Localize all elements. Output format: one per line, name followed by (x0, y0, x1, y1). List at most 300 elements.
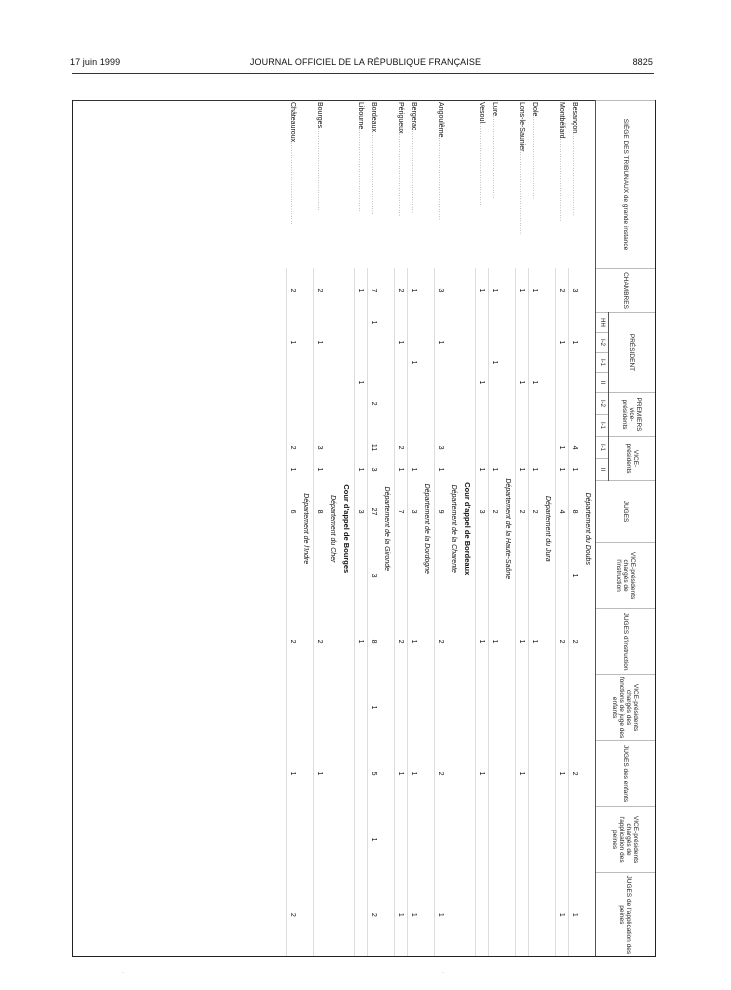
court-name: Angoulême (437, 102, 445, 138)
col-president-i2: I-2 (596, 333, 609, 353)
header-date: 17 juin 1999 (70, 57, 121, 67)
cell-vp-i1: 3 (314, 437, 327, 459)
cell-vp-ii: 1 (556, 459, 569, 481)
cell-pvp-i2 (476, 393, 489, 415)
cell-vp-ii: 1 (489, 459, 502, 481)
cell-juges-app: 1 (569, 873, 582, 957)
table-row (355, 101, 368, 957)
cell-i1: 1 (489, 353, 502, 373)
cell-i1 (435, 353, 448, 373)
col-president: PRÉSIDENT (609, 313, 656, 393)
cell-vp-app (476, 807, 489, 873)
cell-pvp-i2 (287, 393, 300, 415)
cell-chambres: 1 (476, 269, 489, 313)
leader-dots: .................................. (410, 130, 418, 214)
leader-dots: .................................. (316, 128, 324, 212)
cell-vp-instr (408, 543, 421, 609)
col-juges-application: JUGES de l'application des peines (596, 873, 656, 957)
cell-vp-app (314, 807, 327, 873)
cell-juges-enf: 2 (569, 741, 582, 807)
leader-dots: .................................. (397, 133, 405, 217)
cell-juges-instr: 2 (556, 609, 569, 675)
cell-vp-ii: 1 (476, 459, 489, 481)
cell-vp-ii: 1 (529, 459, 542, 481)
table-row (368, 101, 381, 957)
cell-vp-instr: 3 (368, 543, 381, 609)
cell-vp-app (408, 807, 421, 873)
cell-pvp-i2 (489, 393, 502, 415)
col-juges-instruction: JUGES d'instruction (596, 609, 656, 675)
cell-pvp-i2 (556, 393, 569, 415)
cell-pvp-i2 (395, 393, 408, 415)
cell-juges-enf: 1 (556, 741, 569, 807)
cell-juges-enf: 1 (287, 741, 300, 807)
cell-hh: 1 (368, 313, 381, 333)
cell-vp-app (569, 807, 582, 873)
footer-mark-right: · (442, 970, 444, 976)
col-siege: SIÈGE DES TRIBUNAUX de grande instance (596, 101, 656, 269)
cell-juges: 27 (368, 481, 381, 543)
cell-i1 (516, 353, 529, 373)
cell-chambres: 1 (489, 269, 502, 313)
cell-juges-enf (355, 741, 368, 807)
cell-vp-instr: 1 (569, 543, 582, 609)
cell-vp-i1 (355, 437, 368, 459)
cell-vp-app (395, 807, 408, 873)
court-name-cell (435, 101, 448, 269)
court-name-cell (569, 101, 582, 269)
departement-row (326, 101, 340, 957)
cell-ii (556, 373, 569, 393)
court-name-cell (355, 101, 368, 269)
cell-juges-app (529, 873, 542, 957)
header-page-number: 8825 (632, 57, 653, 67)
cell-vp-ii: 1 (314, 459, 327, 481)
departement-label: Département de l'Indre (302, 493, 310, 565)
cell-vp-instr (355, 543, 368, 609)
cell-vp-ii: 1 (569, 459, 582, 481)
cell-ii (287, 373, 300, 393)
cell-juges: 4 (556, 481, 569, 543)
cell-i2: 1 (435, 333, 448, 353)
cell-vp-i1: 2 (395, 437, 408, 459)
cell-vp-ii: 1 (435, 459, 448, 481)
court-name-cell (529, 101, 542, 269)
cell-vp-instr (489, 543, 502, 609)
departement-label: Département de la Dordogne (423, 483, 431, 574)
cell-vp-enf (287, 675, 300, 741)
court-name: Bourges (316, 102, 324, 129)
col-president-i1: I-1 (596, 353, 609, 373)
court-name: Vesoul (478, 102, 486, 124)
court-name: Châteauroux (289, 102, 297, 143)
leader-dots: .................................. (558, 138, 566, 222)
cell-juges-instr: 1 (355, 609, 368, 675)
cell-vp-app (355, 807, 368, 873)
cell-juges-instr: 2 (435, 609, 448, 675)
cell-i1 (569, 353, 582, 373)
table-row (489, 101, 502, 957)
cell-vp-i1: 2 (287, 437, 300, 459)
court-name: Lure (491, 102, 499, 117)
col-premiers-vp: PREMIERS vice-présidents (609, 393, 656, 437)
col-juges: JUGES (596, 481, 656, 543)
cell-pvp-i2 (516, 393, 529, 415)
cell-ii (408, 373, 421, 393)
cell-ii: 1 (529, 373, 542, 393)
table-row (516, 101, 529, 957)
cell-juges-instr: 2 (287, 609, 300, 675)
cell-juges-instr: 1 (476, 609, 489, 675)
cell-vp-enf (435, 675, 448, 741)
cell-i2 (476, 333, 489, 353)
cell-hh (435, 313, 448, 333)
footer-mark-left: · (122, 970, 124, 976)
cell-juges: 8 (314, 481, 327, 543)
cell-vp-app (435, 807, 448, 873)
cell-vp-i1: 4 (569, 437, 582, 459)
cell-juges-app: 1 (556, 873, 569, 957)
cell-juges: 2 (529, 481, 542, 543)
cell-juges-enf (529, 741, 542, 807)
cell-pvp-i2: 2 (368, 393, 381, 415)
cell-vp-enf: 1 (368, 675, 381, 741)
table-row (287, 101, 300, 957)
cell-vp-i1: 3 (435, 437, 448, 459)
col-juges-enfants: JUGES des enfants (596, 741, 656, 807)
cell-hh (408, 313, 421, 333)
cell-juges-enf: 2 (435, 741, 448, 807)
cell-i2: 1 (314, 333, 327, 353)
col-vp-ii: II (596, 459, 609, 481)
col-president-ii: II (596, 373, 609, 393)
cell-hh (355, 313, 368, 333)
leader-dots: .................................. (518, 151, 526, 235)
cell-vp-enf (556, 675, 569, 741)
leader-dots: .................................. (357, 129, 365, 213)
cell-i1 (476, 353, 489, 373)
cell-vp-ii: 1 (287, 459, 300, 481)
cell-i1 (287, 353, 300, 373)
cell-vp-enf (408, 675, 421, 741)
cell-ii (569, 373, 582, 393)
rotated-table-container (73, 100, 655, 956)
cell-vp-app: 1 (368, 807, 381, 873)
cell-chambres: 1 (529, 269, 542, 313)
cell-juges-instr: 1 (516, 609, 529, 675)
cell-chambres: 2 (556, 269, 569, 313)
cell-i2 (529, 333, 542, 353)
cell-juges-app: 1 (435, 873, 448, 957)
table-row (569, 101, 582, 957)
cell-pvp-i2 (569, 393, 582, 415)
leader-dots: .................................. (571, 133, 579, 217)
cell-vp-enf (476, 675, 489, 741)
table-row (314, 101, 327, 957)
cell-hh (556, 313, 569, 333)
cell-juges-app: 1 (395, 873, 408, 957)
cell-pvp-i2 (314, 393, 327, 415)
cour-appel-row (461, 101, 476, 957)
cell-chambres: 1 (355, 269, 368, 313)
cell-vp-instr (529, 543, 542, 609)
cell-vp-app (489, 807, 502, 873)
cell-pvp-i1 (314, 415, 327, 437)
cell-vp-i1: 1 (556, 437, 569, 459)
cell-i1: 1 (408, 353, 421, 373)
departement-label: Département du Jura (544, 495, 552, 562)
cell-vp-instr (476, 543, 489, 609)
cell-hh (395, 313, 408, 333)
cell-pvp-i2 (355, 393, 368, 415)
cell-juges-app (489, 873, 502, 957)
cell-hh (516, 313, 529, 333)
cell-i2: 1 (569, 333, 582, 353)
header-rule (72, 73, 654, 74)
cell-vp-ii: 1 (395, 459, 408, 481)
cell-hh (529, 313, 542, 333)
cell-hh (489, 313, 502, 333)
court-name-cell (287, 101, 300, 269)
table-row (476, 101, 489, 957)
court-name: Dole (531, 102, 539, 117)
tribunaux-table (286, 100, 655, 957)
cell-juges: 2 (516, 481, 529, 543)
cell-vp-app (516, 807, 529, 873)
court-name-cell (516, 101, 529, 269)
court-name-cell (489, 101, 502, 269)
cell-chambres: 2 (395, 269, 408, 313)
cell-pvp-i1 (287, 415, 300, 437)
cell-juges-instr: 1 (408, 609, 421, 675)
table-row (529, 101, 542, 957)
departement-label: Département de la Haute-Saône (504, 478, 512, 580)
departement-label: Département de la Gironde (383, 486, 391, 571)
court-name: Besançon (571, 102, 579, 134)
cell-ii: 1 (355, 373, 368, 393)
court-name-cell (314, 101, 327, 269)
cell-vp-i1: 11 (368, 437, 381, 459)
cell-ii (435, 373, 448, 393)
col-vp-application: VICE-présidents chargés de l'application des peines (596, 807, 656, 873)
cell-vp-app (287, 807, 300, 873)
cell-vp-app (556, 807, 569, 873)
cell-juges: 8 (569, 481, 582, 543)
cell-i2 (355, 333, 368, 353)
leader-dots: .................................. (531, 116, 539, 200)
court-name: Libourne (357, 102, 365, 130)
cell-juges-enf: 1 (395, 741, 408, 807)
cell-pvp-i1 (516, 415, 529, 437)
leader-dots: .................................. (437, 137, 445, 221)
cell-pvp-i1 (368, 415, 381, 437)
cell-ii (395, 373, 408, 393)
col-vp-i1: I-1 (596, 437, 609, 459)
cell-vp-i1 (516, 437, 529, 459)
court-name-cell (368, 101, 381, 269)
col-chambres: CHAMBRES (596, 269, 656, 313)
cell-vp-enf (529, 675, 542, 741)
cell-vp-ii: 1 (355, 459, 368, 481)
cell-vp-enf (355, 675, 368, 741)
cell-i2: 1 (287, 333, 300, 353)
leader-dots: .................................. (370, 131, 378, 216)
departement-row (420, 101, 435, 957)
cell-ii: 1 (516, 373, 529, 393)
cell-juges: 7 (395, 481, 408, 543)
court-name: Périgueux (397, 102, 405, 134)
table-body (287, 101, 596, 957)
cell-chambres: 1 (516, 269, 529, 313)
court-name-cell (556, 101, 569, 269)
table-row (435, 101, 448, 957)
cell-juges: 3 (408, 481, 421, 543)
cell-juges: 6 (287, 481, 300, 543)
table-row (556, 101, 569, 957)
cour-appel-label: Cour d'appel de Bordeaux (463, 482, 473, 576)
court-name-cell (476, 101, 489, 269)
cell-juges-instr: 2 (569, 609, 582, 675)
cell-vp-enf (314, 675, 327, 741)
cell-vp-instr (287, 543, 300, 609)
cell-i2: 1 (556, 333, 569, 353)
cell-ii (368, 373, 381, 393)
cell-pvp-i1 (556, 415, 569, 437)
departement-row (380, 101, 395, 957)
departement-row (299, 101, 314, 957)
cell-pvp-i1 (489, 415, 502, 437)
cell-vp-enf (516, 675, 529, 741)
cell-juges-app (476, 873, 489, 957)
cell-ii (314, 373, 327, 393)
court-name-cell (395, 101, 408, 269)
col-pvp-i1: I-1 (596, 415, 609, 437)
departement-label: Département du Cher (329, 495, 337, 563)
cell-chambres: 2 (287, 269, 300, 313)
leader-dots: .................................. (478, 123, 486, 207)
departement-row (581, 101, 596, 957)
cell-i1 (368, 353, 381, 373)
cell-i2 (516, 333, 529, 353)
departement-label: Département du Doubs (584, 492, 592, 565)
cell-juges-app (516, 873, 529, 957)
cell-vp-ii: 3 (368, 459, 381, 481)
cell-juges-app: 1 (408, 873, 421, 957)
cell-vp-ii: 1 (408, 459, 421, 481)
cell-vp-enf (569, 675, 582, 741)
cell-i2 (489, 333, 502, 353)
departement-row (541, 101, 556, 957)
departement-row (501, 101, 516, 957)
cell-juges-app: 2 (287, 873, 300, 957)
col-pvp-i2: I-2 (596, 393, 609, 415)
cell-juges-enf: 1 (516, 741, 529, 807)
cell-pvp-i1 (408, 415, 421, 437)
cell-vp-instr (314, 543, 327, 609)
leader-dots: .................................. (289, 142, 297, 226)
cell-i1 (314, 353, 327, 373)
cell-chambres: 2 (314, 269, 327, 313)
court-name: Lons-le-Saunier (518, 102, 526, 152)
rotated-table-frame (72, 100, 656, 957)
cell-vp-ii: 1 (516, 459, 529, 481)
cell-pvp-i2 (435, 393, 448, 415)
cell-juges-app (314, 873, 327, 957)
cell-vp-instr (435, 543, 448, 609)
cell-juges-instr: 1 (489, 609, 502, 675)
cell-juges-app: 2 (368, 873, 381, 957)
cell-vp-enf (395, 675, 408, 741)
table-row (408, 101, 421, 957)
cell-i1 (529, 353, 542, 373)
cell-juges-enf: 1 (408, 741, 421, 807)
col-president-hh: HH (596, 313, 609, 333)
cell-juges-instr: 2 (395, 609, 408, 675)
col-vp: VICE-présidents (609, 437, 656, 481)
cell-juges-app (355, 873, 368, 957)
cell-pvp-i1 (395, 415, 408, 437)
cell-i2 (408, 333, 421, 353)
leader-dots: .................................. (491, 116, 499, 200)
departement-row (447, 101, 461, 957)
departement-label: Département de la Charente (450, 484, 458, 573)
cell-juges: 3 (476, 481, 489, 543)
cell-i1 (395, 353, 408, 373)
cell-juges-instr: 8 (368, 609, 381, 675)
cell-juges-instr: 1 (529, 609, 542, 675)
cell-vp-app (529, 807, 542, 873)
court-name: Montbéliard (558, 102, 566, 139)
cell-vp-enf (489, 675, 502, 741)
cour-appel-row (340, 101, 355, 957)
cell-i1 (556, 353, 569, 373)
cell-pvp-i1 (355, 415, 368, 437)
cell-hh (314, 313, 327, 333)
cell-chambres: 3 (569, 269, 582, 313)
cell-pvp-i1 (435, 415, 448, 437)
cell-i2 (368, 333, 381, 353)
cell-vp-instr (556, 543, 569, 609)
cell-vp-i1 (529, 437, 542, 459)
cell-vp-instr (395, 543, 408, 609)
table-row (395, 101, 408, 957)
cell-juges-enf: 1 (476, 741, 489, 807)
cell-chambres: 7 (368, 269, 381, 313)
cell-vp-instr (516, 543, 529, 609)
cell-vp-i1 (489, 437, 502, 459)
court-name-cell (408, 101, 421, 269)
court-name: Bergerac (410, 102, 418, 131)
cell-vp-i1 (476, 437, 489, 459)
cell-juges: 3 (355, 481, 368, 543)
cell-pvp-i1 (529, 415, 542, 437)
cell-juges-enf: 1 (314, 741, 327, 807)
col-vp-instruction: VICE-présidents chargés de l'instruction (596, 543, 656, 609)
cell-juges-instr: 2 (314, 609, 327, 675)
cell-ii: 1 (476, 373, 489, 393)
cell-pvp-i2 (408, 393, 421, 415)
cell-i1 (355, 353, 368, 373)
header-title: JOURNAL OFFICIEL DE LA RÉPUBLIQUE FRANÇAISE (249, 57, 482, 67)
cell-pvp-i1 (476, 415, 489, 437)
cour-appel-label: Cour d'appel de Bourges (342, 484, 352, 574)
cell-ii (489, 373, 502, 393)
cell-hh (569, 313, 582, 333)
cell-chambres: 1 (408, 269, 421, 313)
cell-chambres: 3 (435, 269, 448, 313)
cell-hh (287, 313, 300, 333)
col-vp-enfants: VICE-présidents chargés des fonctions de juge des enfants (596, 675, 656, 741)
